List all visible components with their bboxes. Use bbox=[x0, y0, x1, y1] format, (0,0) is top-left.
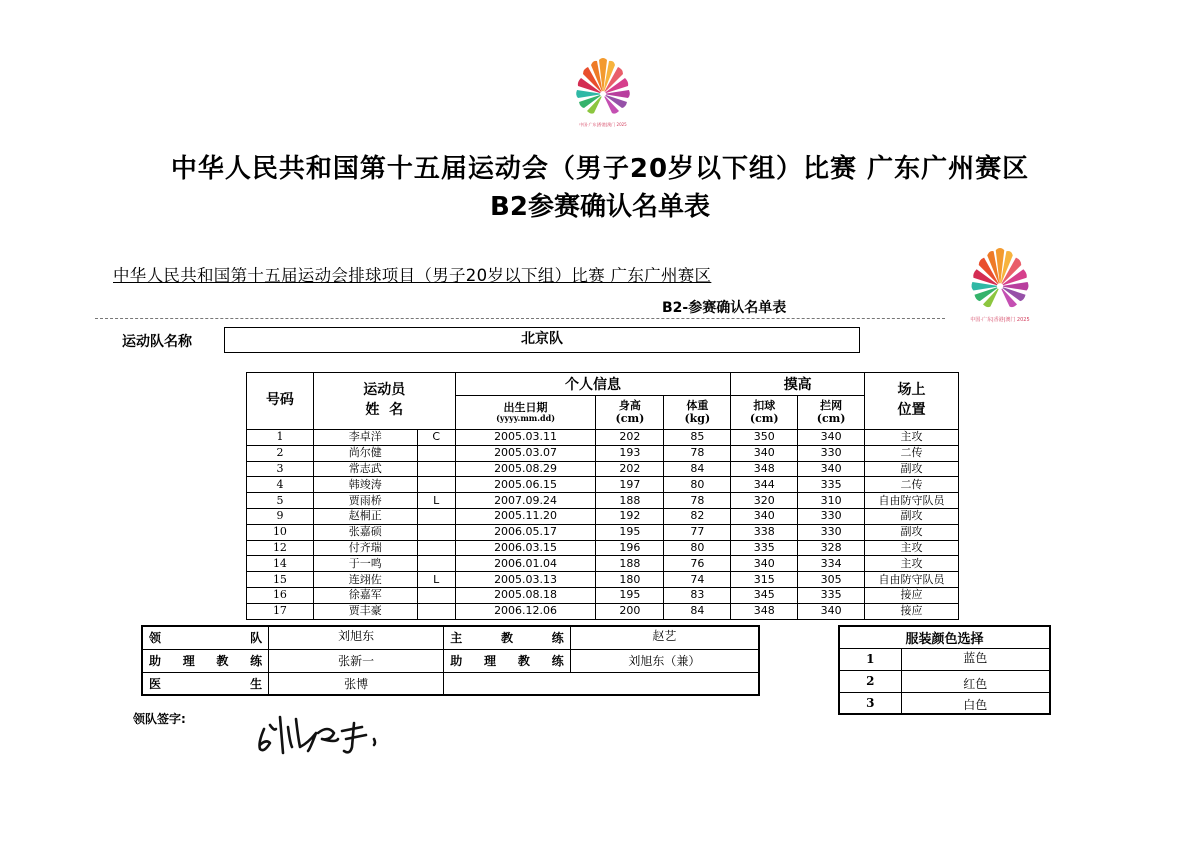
player-role bbox=[417, 445, 455, 461]
player-number: 5 bbox=[247, 493, 314, 509]
player-position: 二传 bbox=[865, 477, 959, 493]
player-height: 193 bbox=[596, 445, 664, 461]
player-birth-date: 2005.08.18 bbox=[455, 587, 596, 603]
table-row bbox=[247, 540, 959, 556]
player-role bbox=[417, 477, 455, 493]
player-birth-date: 2006.12.06 bbox=[455, 603, 596, 619]
signature-label: 领队签字: bbox=[133, 712, 186, 726]
label-char: 教 bbox=[517, 654, 530, 668]
player-position: 自由防守队员 bbox=[865, 493, 959, 509]
player-block-reach: 335 bbox=[798, 477, 865, 493]
player-position: 主攻 bbox=[865, 540, 959, 556]
table-row bbox=[247, 556, 959, 572]
player-number: 10 bbox=[247, 524, 314, 540]
head-coach-label bbox=[444, 626, 571, 649]
label-char: 助 bbox=[450, 654, 463, 668]
player-name: 贾丰豪 bbox=[313, 603, 417, 619]
player-height: 188 bbox=[596, 556, 664, 572]
doctor-label bbox=[142, 672, 269, 695]
label-char: 领 bbox=[149, 631, 162, 646]
table-row bbox=[247, 524, 959, 540]
doctor-value: 张博 bbox=[269, 672, 444, 695]
player-number: 12 bbox=[247, 540, 314, 556]
player-role: L bbox=[417, 572, 455, 588]
label-char: 教 bbox=[216, 654, 229, 668]
uniform-color-table bbox=[838, 625, 1051, 715]
label-char: 练 bbox=[250, 654, 263, 668]
games-emblem-icon bbox=[952, 248, 1048, 316]
player-weight: 77 bbox=[664, 524, 731, 540]
col-block-label: 拦网 bbox=[820, 398, 843, 412]
player-role bbox=[417, 508, 455, 524]
table-row bbox=[247, 603, 959, 619]
col-block-unit: (cm) bbox=[816, 411, 846, 425]
player-weight: 76 bbox=[664, 556, 731, 572]
player-height: 200 bbox=[596, 603, 664, 619]
player-spike-reach: 348 bbox=[731, 603, 798, 619]
player-height: 192 bbox=[596, 508, 664, 524]
player-height: 197 bbox=[596, 477, 664, 493]
label-char: 医 bbox=[149, 676, 162, 691]
player-spike-reach: 338 bbox=[731, 524, 798, 540]
logo-text: 中国·广东|香港|澳门 2025 bbox=[579, 122, 627, 127]
player-block-reach: 305 bbox=[798, 572, 865, 588]
label-char: 理 bbox=[484, 654, 497, 668]
player-block-reach: 330 bbox=[798, 524, 865, 540]
assistant-coach-value: 张新一 bbox=[269, 649, 444, 672]
col-weight bbox=[664, 396, 731, 430]
player-position: 接应 bbox=[865, 587, 959, 603]
player-number: 2 bbox=[247, 445, 314, 461]
leader-label bbox=[142, 626, 269, 649]
player-height: 202 bbox=[596, 430, 664, 446]
label-char: 教 bbox=[500, 631, 513, 646]
col-weight-unit: (kg) bbox=[684, 411, 711, 425]
player-spike-reach: 335 bbox=[731, 540, 798, 556]
uniform-option-color: 红色 bbox=[901, 670, 1050, 692]
col-height bbox=[596, 396, 664, 430]
logo-text: 中国·广东|香港|澳门 2025 bbox=[970, 317, 1030, 323]
player-block-reach: 328 bbox=[798, 540, 865, 556]
document-subheading: B2-参赛确认名单表 bbox=[662, 300, 787, 316]
player-name: 连翊佐 bbox=[313, 572, 417, 588]
player-weight: 78 bbox=[664, 493, 731, 509]
player-birth-date: 2005.03.13 bbox=[455, 572, 596, 588]
head-coach-value: 赵艺 bbox=[570, 626, 759, 649]
player-weight: 82 bbox=[664, 508, 731, 524]
player-height: 195 bbox=[596, 587, 664, 603]
player-weight: 74 bbox=[664, 572, 731, 588]
player-height: 188 bbox=[596, 493, 664, 509]
games-emblem-icon bbox=[572, 58, 634, 122]
label-char: 助 bbox=[149, 654, 162, 668]
player-birth-date: 2005.03.11 bbox=[455, 430, 596, 446]
player-role bbox=[417, 461, 455, 477]
player-name: 张嘉硕 bbox=[313, 524, 417, 540]
player-position: 主攻 bbox=[865, 556, 959, 572]
uniform-title: 服装颜色选择 bbox=[839, 626, 1050, 648]
player-number: 14 bbox=[247, 556, 314, 572]
player-position: 主攻 bbox=[865, 430, 959, 446]
col-reach: 摸高 bbox=[731, 373, 865, 396]
player-block-reach: 330 bbox=[798, 445, 865, 461]
uniform-option-color: 蓝色 bbox=[901, 648, 1050, 670]
col-athlete bbox=[313, 373, 455, 430]
col-block bbox=[798, 396, 865, 430]
player-height: 196 bbox=[596, 540, 664, 556]
player-height: 180 bbox=[596, 572, 664, 588]
player-number: 15 bbox=[247, 572, 314, 588]
player-role bbox=[417, 540, 455, 556]
player-number: 16 bbox=[247, 587, 314, 603]
player-birth-date: 2007.09.24 bbox=[455, 493, 596, 509]
col-athlete-label: 运动员 bbox=[363, 382, 406, 398]
player-name: 韩竣涛 bbox=[313, 477, 417, 493]
label-char: 理 bbox=[182, 654, 195, 668]
assistant-coach-2-label bbox=[444, 649, 571, 672]
col-birth-format: (yyyy.mm.dd) bbox=[496, 413, 556, 424]
player-position: 自由防守队员 bbox=[865, 572, 959, 588]
player-role bbox=[417, 524, 455, 540]
player-weight: 78 bbox=[664, 445, 731, 461]
player-block-reach: 340 bbox=[798, 603, 865, 619]
col-birth bbox=[455, 396, 596, 430]
table-row bbox=[247, 587, 959, 603]
table-row bbox=[247, 477, 959, 493]
uniform-option-num: 1 bbox=[839, 648, 901, 670]
player-spike-reach: 340 bbox=[731, 556, 798, 572]
player-spike-reach: 320 bbox=[731, 493, 798, 509]
player-position: 副攻 bbox=[865, 508, 959, 524]
table-row bbox=[247, 493, 959, 509]
player-name: 付齐瑞 bbox=[313, 540, 417, 556]
handwritten-signature bbox=[250, 703, 400, 775]
player-height: 202 bbox=[596, 461, 664, 477]
label-char: 主 bbox=[450, 631, 463, 646]
assistant-coach-label bbox=[142, 649, 269, 672]
player-spike-reach: 344 bbox=[731, 477, 798, 493]
table-row bbox=[247, 508, 959, 524]
col-personal-info: 个人信息 bbox=[455, 373, 731, 396]
player-weight: 84 bbox=[664, 461, 731, 477]
page-subtitle: B2参赛确认名单表 bbox=[490, 192, 710, 222]
player-name: 赵桐正 bbox=[313, 508, 417, 524]
col-spike bbox=[731, 396, 798, 430]
player-weight: 85 bbox=[664, 430, 731, 446]
col-weight-label: 体重 bbox=[686, 398, 709, 412]
col-position-label-2: 位置 bbox=[897, 402, 926, 418]
player-position: 二传 bbox=[865, 445, 959, 461]
player-name: 贾雨桥 bbox=[313, 493, 417, 509]
player-name: 常志武 bbox=[313, 461, 417, 477]
team-label: 运动队名称 bbox=[122, 334, 192, 350]
col-height-label: 身高 bbox=[618, 398, 641, 412]
player-block-reach: 335 bbox=[798, 587, 865, 603]
player-weight: 80 bbox=[664, 477, 731, 493]
player-spike-reach: 345 bbox=[731, 587, 798, 603]
player-spike-reach: 350 bbox=[731, 430, 798, 446]
roster-table bbox=[246, 372, 959, 620]
player-role bbox=[417, 556, 455, 572]
player-name: 于一鸣 bbox=[313, 556, 417, 572]
player-role: C bbox=[417, 430, 455, 446]
col-position-label: 场上 bbox=[897, 382, 926, 398]
label-char: 练 bbox=[551, 654, 564, 668]
player-birth-date: 2005.08.29 bbox=[455, 461, 596, 477]
player-birth-date: 2006.01.04 bbox=[455, 556, 596, 572]
player-position: 接应 bbox=[865, 603, 959, 619]
player-number: 17 bbox=[247, 603, 314, 619]
table-row bbox=[247, 445, 959, 461]
leader-value: 刘旭东 bbox=[269, 626, 444, 649]
label-char: 队 bbox=[250, 631, 263, 646]
table-row bbox=[247, 430, 959, 446]
player-height: 195 bbox=[596, 524, 664, 540]
col-spike-label: 扣球 bbox=[753, 398, 776, 412]
player-block-reach: 334 bbox=[798, 556, 865, 572]
col-number: 号码 bbox=[247, 373, 314, 430]
player-role bbox=[417, 587, 455, 603]
col-name-label: 姓 名 bbox=[365, 402, 404, 418]
player-number: 3 bbox=[247, 461, 314, 477]
uniform-option-num: 3 bbox=[839, 692, 901, 714]
player-weight: 84 bbox=[664, 603, 731, 619]
team-name-field: 北京队 bbox=[224, 327, 860, 353]
player-name: 尚尔健 bbox=[313, 445, 417, 461]
player-birth-date: 2005.11.20 bbox=[455, 508, 596, 524]
player-block-reach: 310 bbox=[798, 493, 865, 509]
player-spike-reach: 340 bbox=[731, 445, 798, 461]
player-spike-reach: 340 bbox=[731, 508, 798, 524]
player-position: 副攻 bbox=[865, 461, 959, 477]
player-spike-reach: 315 bbox=[731, 572, 798, 588]
col-height-unit: (cm) bbox=[615, 411, 645, 425]
player-number: 4 bbox=[247, 477, 314, 493]
assistant-coach-2-value: 刘旭东（兼） bbox=[570, 649, 759, 672]
player-birth-date: 2005.03.07 bbox=[455, 445, 596, 461]
label-char: 生 bbox=[250, 676, 263, 691]
player-weight: 80 bbox=[664, 540, 731, 556]
divider bbox=[95, 318, 945, 319]
table-row bbox=[247, 572, 959, 588]
label-char: 练 bbox=[551, 631, 564, 646]
col-spike-unit: (cm) bbox=[749, 411, 779, 425]
player-name: 李卓洋 bbox=[313, 430, 417, 446]
player-block-reach: 340 bbox=[798, 461, 865, 477]
games-logo-right bbox=[952, 248, 1048, 328]
player-name: 徐嘉军 bbox=[313, 587, 417, 603]
col-birth-label: 出生日期 bbox=[503, 400, 548, 414]
empty-cell bbox=[444, 672, 759, 695]
player-birth-date: 2006.03.15 bbox=[455, 540, 596, 556]
document-heading: 中华人民共和国第十五届运动会排球项目（男子20岁以下组）比赛 广东广州赛区 bbox=[113, 266, 712, 285]
player-position: 副攻 bbox=[865, 524, 959, 540]
player-spike-reach: 348 bbox=[731, 461, 798, 477]
player-role bbox=[417, 603, 455, 619]
player-weight: 83 bbox=[664, 587, 731, 603]
uniform-option-num: 2 bbox=[839, 670, 901, 692]
player-birth-date: 2005.06.15 bbox=[455, 477, 596, 493]
player-birth-date: 2006.05.17 bbox=[455, 524, 596, 540]
player-role: L bbox=[417, 493, 455, 509]
games-logo-top bbox=[572, 58, 634, 130]
uniform-option-color: 白色 bbox=[901, 692, 1050, 714]
table-row bbox=[247, 461, 959, 477]
player-block-reach: 340 bbox=[798, 430, 865, 446]
roster-body bbox=[247, 430, 959, 620]
col-position bbox=[865, 373, 959, 430]
player-number: 9 bbox=[247, 508, 314, 524]
player-block-reach: 330 bbox=[798, 508, 865, 524]
player-number: 1 bbox=[247, 430, 314, 446]
staff-table bbox=[141, 625, 760, 696]
page-title: 中华人民共和国第十五届运动会（男子20岁以下组）比赛 广东广州赛区 bbox=[170, 154, 1030, 184]
